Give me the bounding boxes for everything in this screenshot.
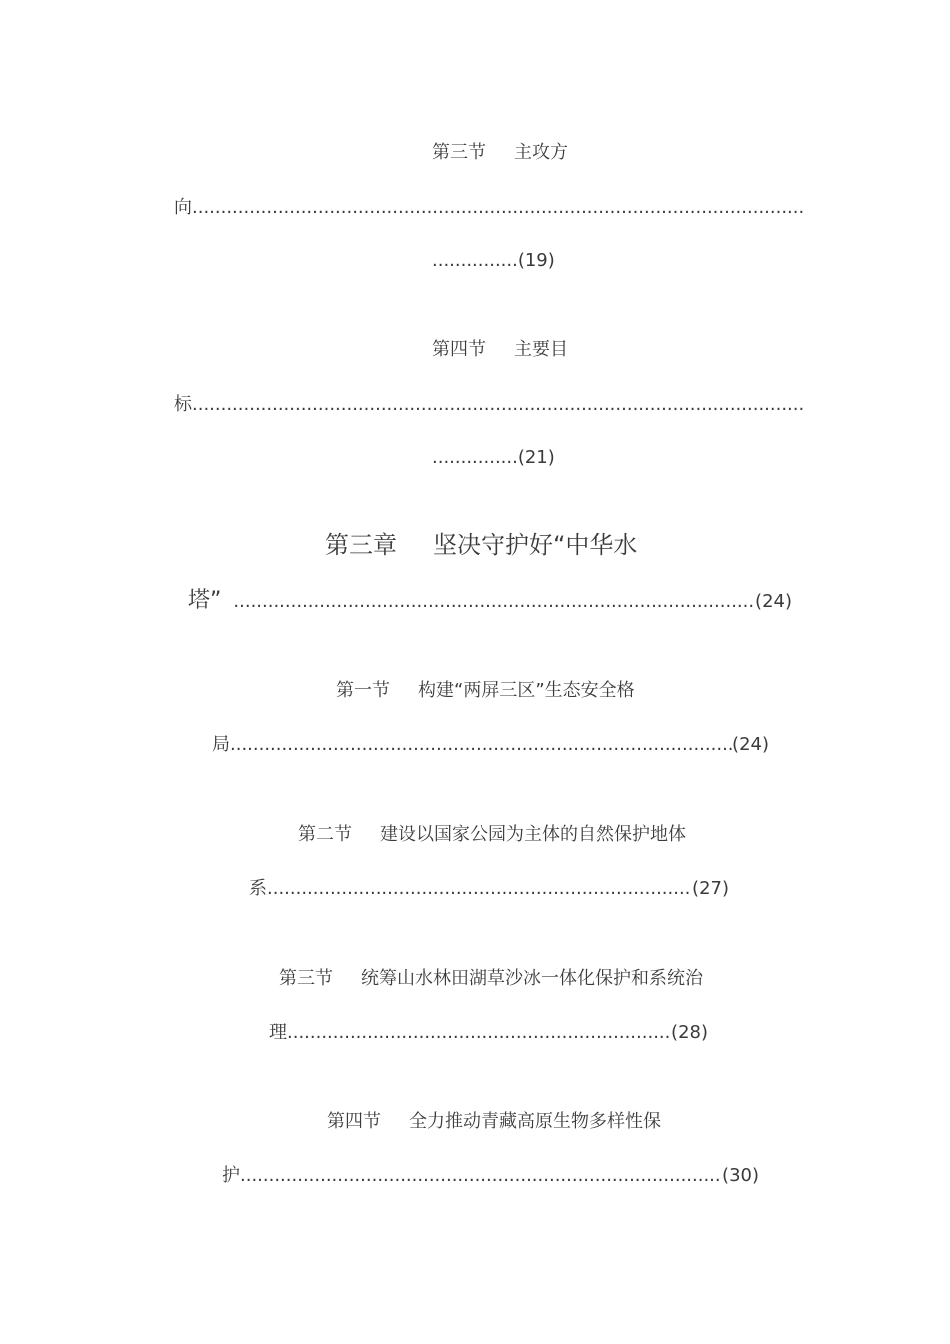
toc-page-number: (28): [671, 1022, 708, 1043]
dot-leader: [233, 590, 755, 614]
toc-heading-section-3: [279, 967, 703, 991]
section-title-tail: 标: [174, 394, 192, 415]
dot-leader: [230, 733, 732, 757]
toc-heading-section-4: [327, 1110, 661, 1134]
toc-page-number: (24): [755, 591, 792, 612]
toc-leader-line: [249, 877, 729, 901]
toc-leader-line: [174, 393, 806, 417]
toc-leader-line: [174, 196, 806, 220]
section-title-tail: 护: [222, 1165, 240, 1186]
section-title: 主要目: [514, 339, 568, 360]
section-number: 第一节: [336, 680, 390, 701]
section-number: 第四节: [327, 1111, 381, 1132]
toc-heading-section-4-main-goal: [432, 338, 568, 362]
dot-leader: [240, 1164, 722, 1188]
section-number: 第三节: [279, 968, 333, 989]
toc-leader-line: [269, 1021, 708, 1045]
toc-page-number: ...............(19): [432, 250, 555, 271]
toc-heading-section-1: [336, 679, 635, 703]
dot-leader: [267, 877, 692, 901]
toc-leader-line: [188, 586, 792, 616]
toc-leader-line: [222, 1164, 759, 1188]
section-title-tail: 理: [269, 1022, 287, 1043]
section-title-tail: 局: [212, 734, 230, 755]
section-title: 构建“两屏三区”生态安全格: [418, 680, 635, 701]
section-title: 全力推动青藏高原生物多样性保: [409, 1111, 661, 1132]
toc-page-number: ...............(21): [432, 447, 555, 468]
dot-leader: [192, 196, 806, 220]
section-number: 第三节: [432, 142, 486, 163]
section-number: 第四节: [432, 339, 486, 360]
toc-page-number: (30): [722, 1165, 759, 1186]
section-title: 建设以国家公园为主体的自然保护地体: [380, 824, 686, 845]
section-title: 统筹山水林田湖草沙冰一体化保护和系统治: [361, 968, 703, 989]
section-number: 第二节: [298, 824, 352, 845]
section-title: 主攻方: [514, 142, 568, 163]
toc-heading-chapter-3: [325, 530, 637, 560]
chapter-number: 第三章: [325, 531, 397, 559]
toc-page-number: (27): [692, 878, 729, 899]
toc-page-number: (24): [732, 734, 769, 755]
chapter-title-tail: 塔”: [188, 588, 222, 613]
section-title-tail: 向: [174, 197, 192, 218]
dot-leader: [192, 393, 806, 417]
toc-heading-section-2: [298, 823, 686, 847]
toc-heading-section-3-main-direction: [432, 141, 568, 165]
toc-leader-line: [212, 733, 769, 757]
section-title-tail: 系: [249, 878, 267, 899]
dot-leader: [287, 1021, 671, 1045]
chapter-title: 坚决守护好“中华水: [433, 531, 638, 559]
